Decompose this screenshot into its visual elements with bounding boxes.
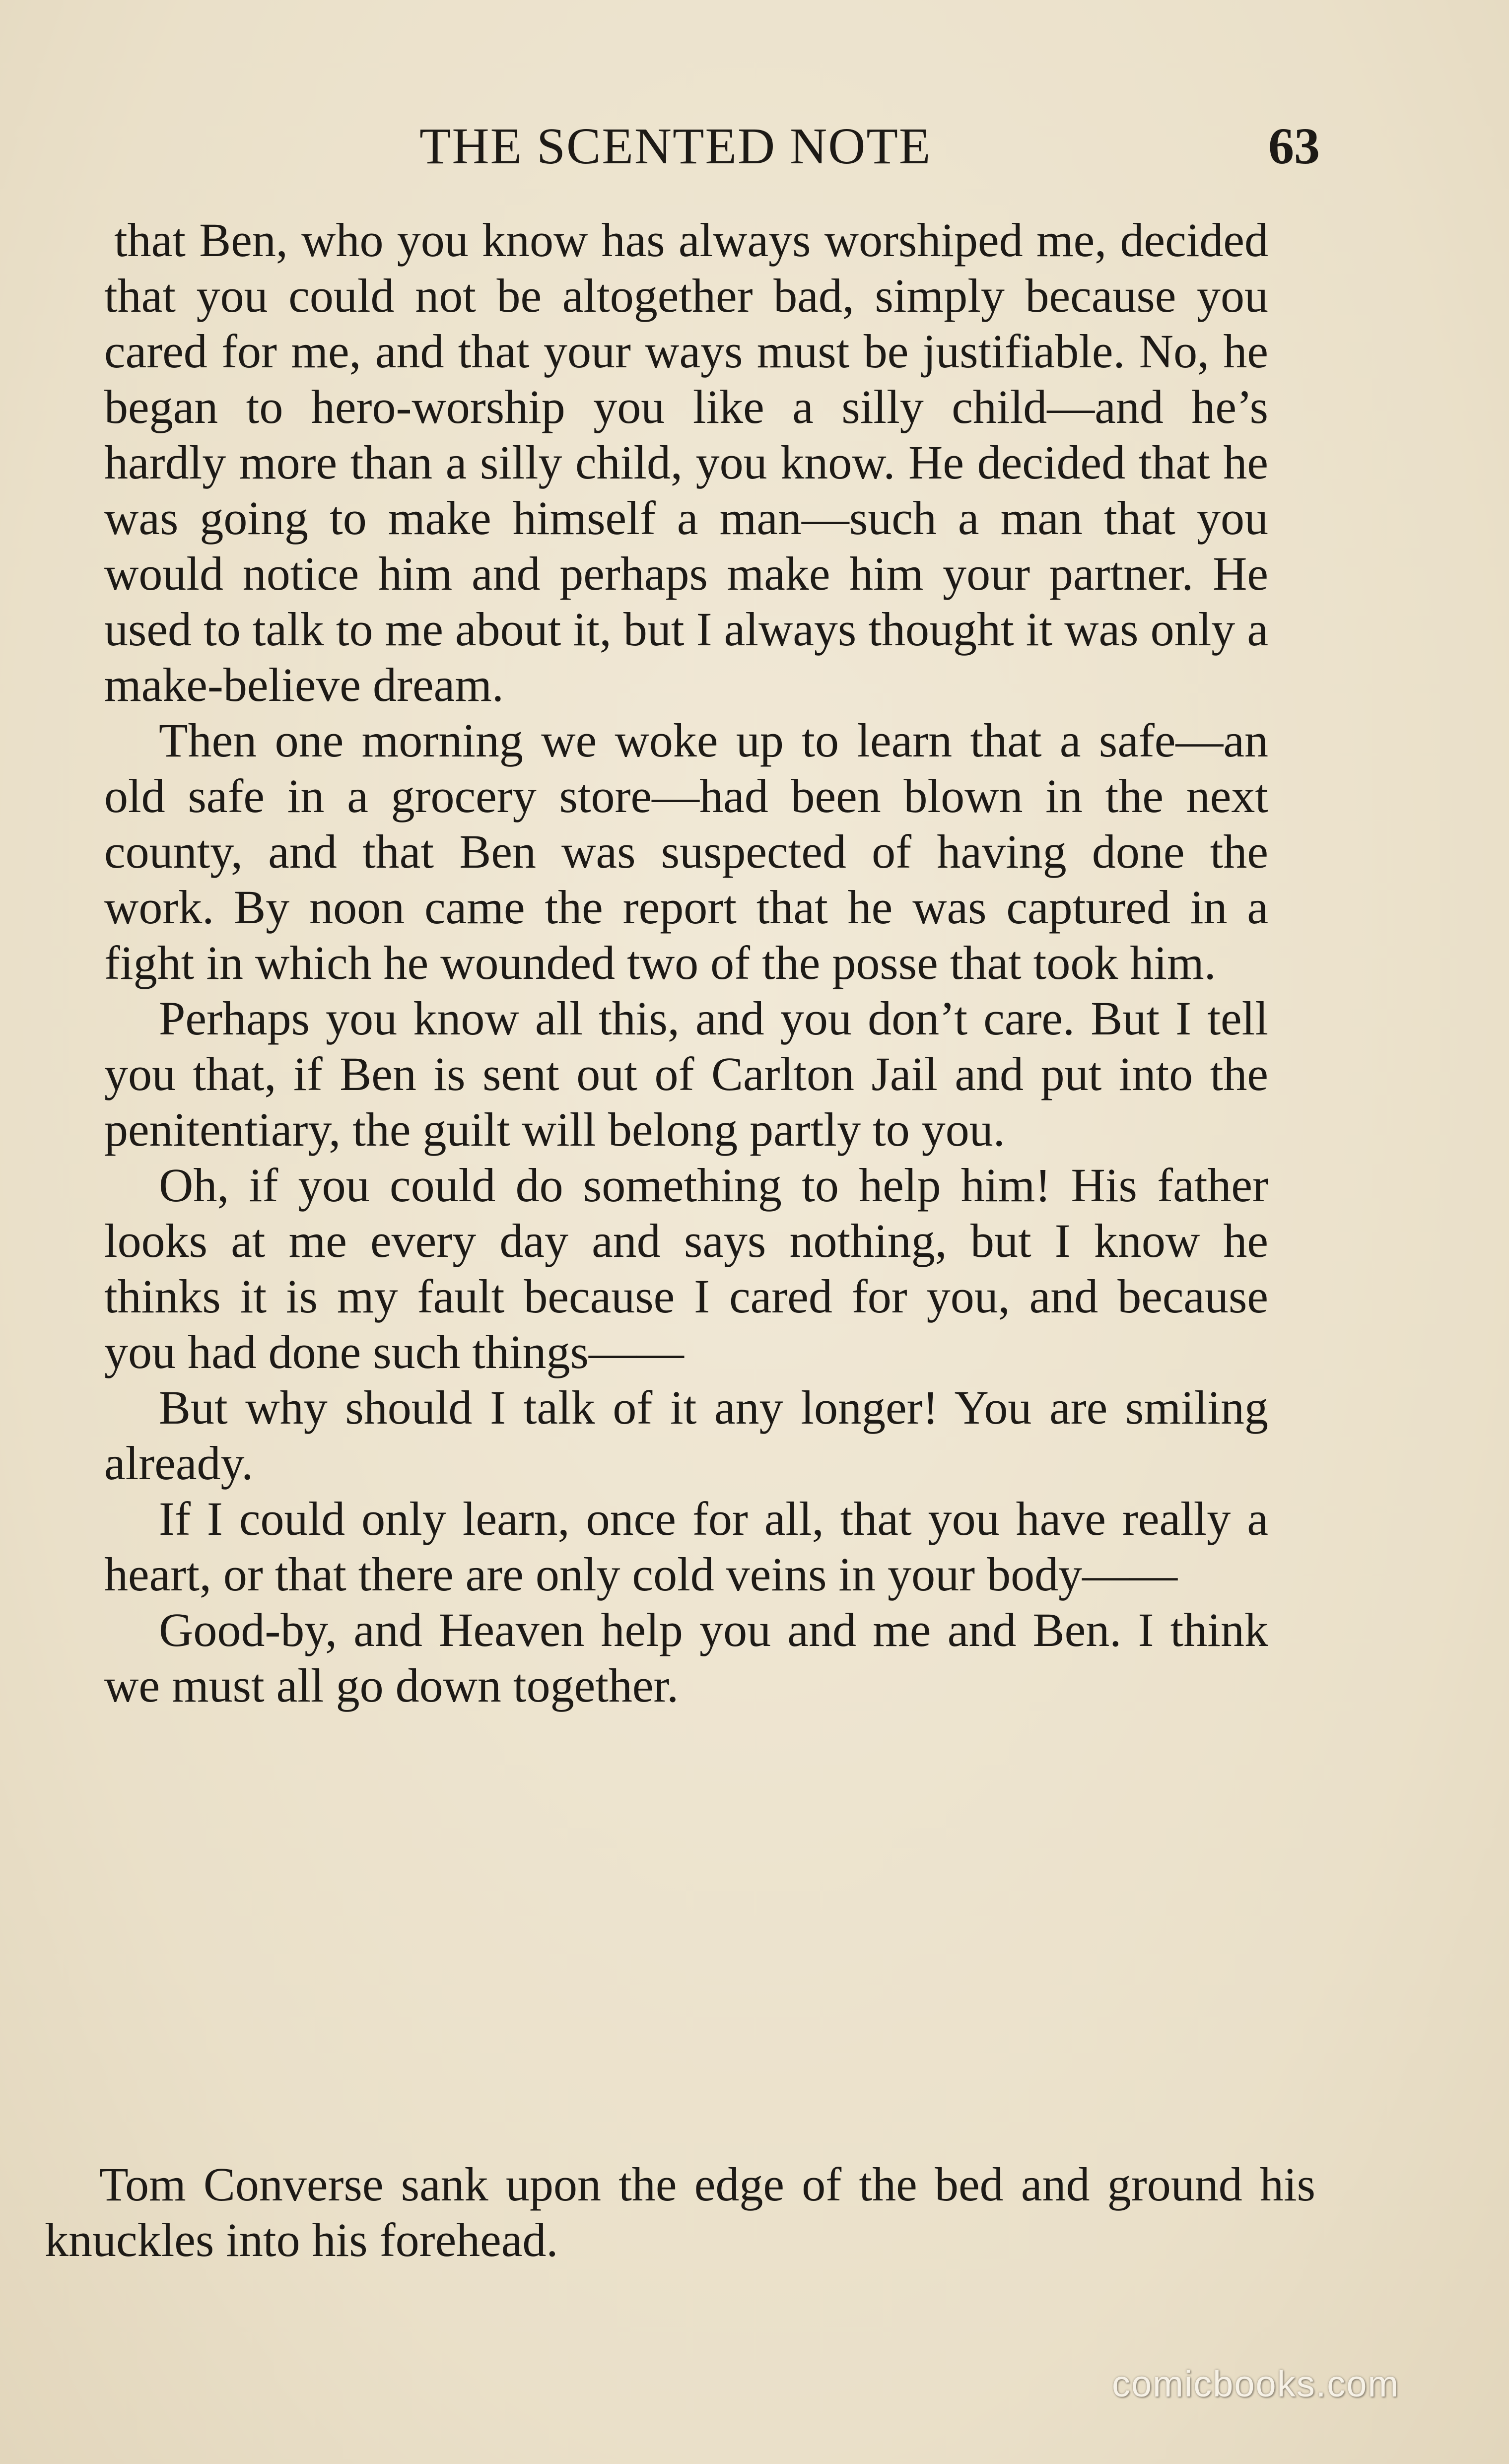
letter-paragraph: Perhaps you know all this, and you don’t care. But I tell you that, if Ben is sent out of Carlton Jail and put into the penitentiary, the guilt will belong partly to you. bbox=[104, 992, 1268, 1156]
letter-paragraph: that Ben, who you know has always worshiped me, decided that you could not be altogether bad, simply because you cared for me, and that your ways must be justifiable. No, he began to hero-worship you like a silly child—and he’s hardly more than a silly child, you know. He decided that he was going to make himself a man—such a man that you would notice him and perhaps make him your partner. He used to talk to me about it, but I always thought it was only a make-believe dream. bbox=[104, 213, 1268, 711]
letter-paragraph: Good-by, and Heaven help you and me and Ben. I think we must all go down together. bbox=[104, 1603, 1268, 1712]
watermark-logo: comicbooks.com bbox=[1112, 2363, 1400, 2404]
letter-paragraph: Then one morning we woke up to learn that a safe—an old safe in a grocery store—had been blown in the next county, and that Ben was suspected of having done the work. By noon came the report that he was captured in a fight in which he wounded two of the posse that took him. bbox=[104, 714, 1268, 989]
letter-paragraph: But why should I talk of it any longer! You are smiling already. bbox=[104, 1381, 1268, 1490]
letter-paragraph: If I could only learn, once for all, that you have really a heart, or that there are only cold veins in your body—— bbox=[104, 1492, 1268, 1601]
running-title: THE SCENTED NOTE bbox=[419, 118, 932, 175]
page-header bbox=[0, 112, 1509, 181]
narrative-paragraph: Tom Converse sank upon the edge of the bed and ground his knuckles into his forehead. bbox=[45, 2158, 1315, 2266]
letter-body bbox=[104, 212, 1268, 1713]
page-number: 63 bbox=[1268, 118, 1320, 175]
letter-paragraph: Oh, if you could do something to help him! His father looks at me every day and says nothing, but I know he thinks it is my fault because I cared for you, and because you had done such things—— bbox=[104, 1159, 1268, 1378]
narrative-text bbox=[45, 2157, 1315, 2268]
